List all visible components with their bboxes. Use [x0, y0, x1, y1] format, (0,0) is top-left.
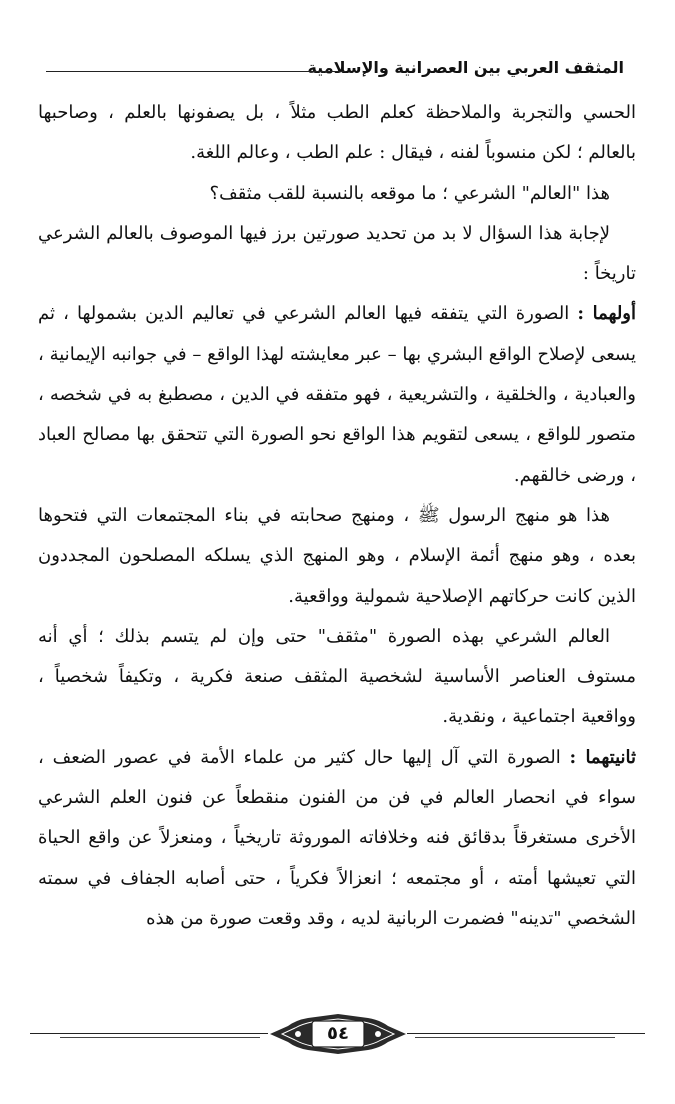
footer-rule-right-thin	[415, 1037, 615, 1038]
page-body	[38, 93, 636, 939]
paragraph-first-image	[38, 294, 636, 495]
running-header	[38, 58, 636, 84]
page-number: ٥٤	[327, 1023, 349, 1044]
footer-rule-left	[30, 1033, 268, 1034]
paragraph-answer-intro	[38, 214, 636, 295]
paragraph-scholar	[38, 617, 636, 738]
paragraph-lead: ثانيتهما :	[569, 746, 637, 768]
paragraph-text: العالم الشرعي بهذه الصورة "مثقف" حتى وإن لم يتسم بذلك ؛ أي أنه مستوف العناصر الأساسية لشخصية المثقف صنعة فكرية ، وتكيفاً شخصياً ، وواقعية اجتماعية ، ونقدية.	[38, 625, 636, 728]
paragraph-text: هذا هو منهج الرسول ﷺ ، ومنهج صحابته في بناء المجتمعات التي فتحوها بعده ، وهو منهج أئمة الإسلام ، وهو المنهج الذي يسلكه المصلحون المجددون الذين كانت حركاتهم الإصلاحية شمولية وواقعية.	[38, 504, 636, 607]
paragraph-second-image	[38, 738, 636, 939]
paragraph-text: الحسي والتجربة والملاحظة كعلم الطب مثلاً ، بل يصفونها بالعلم ، وصاحبها بالعالم ؛ لكن منسوباً لفنه ، فيقال : علم الطب ، وعالم اللغة.	[38, 102, 636, 164]
paragraph-text: هذا "العالم" الشرعي ؛ ما موقعه بالنسبة للقب مثقف؟	[209, 182, 610, 204]
footer-rule-right	[407, 1033, 645, 1034]
page-footer	[30, 1002, 645, 1062]
paragraph-lead: أولهما :	[577, 303, 637, 325]
header-rule	[46, 71, 346, 72]
book-title: المثقف العربي بين العصرانية والإسلامية	[307, 58, 624, 77]
footer-rule-left-thin	[60, 1037, 260, 1038]
paragraph-continuation	[38, 93, 636, 174]
paragraph-question	[38, 174, 636, 214]
paragraph-method	[38, 496, 636, 617]
paragraph-text: لإجابة هذا السؤال لا بد من تحديد صورتين برز فيها الموصوف بالعالم الشرعي تاريخاً :	[38, 222, 636, 285]
paragraph-text: الصورة التي يتفقه فيها العالم الشرعي في تعاليم الدين بشمولها ، ثم يسعى لإصلاح الواقع البشري بها – عبر معايشته لهذا الواقع – في جوانبه الإيمانية ، والعبادية ، والخلقية ، والتشريعية ، فهو متفقه في الدين ، مصطبغ به في شخصه ، متصور للواقع ، يسعى لتقويم هذا الواقع نحو الصورة التي تتحقق بها مصالح العباد ، ورضى خالقهم.	[38, 303, 636, 486]
paragraph-text: الصورة التي آل إليها حال كثير من علماء الأمة في عصور الضعف ، سواء في انحصار العالم في فن من الفنون منقطعاً عن فنون العلم الشرعي الأخرى مستغرقاً بدقائق فنه وخلافاته الموروثة تاريخياً ، ومنعزلاً عن واقع الحياة التي تعيشها أمته ، أو مجتمعه ؛ انعزالاً فكرياً ، حتى أصابه الجفاف في سمته الشخصي "تدينه" فضمرت الربانية لديه ، وقد وقعت صورة من هذه	[38, 746, 636, 929]
